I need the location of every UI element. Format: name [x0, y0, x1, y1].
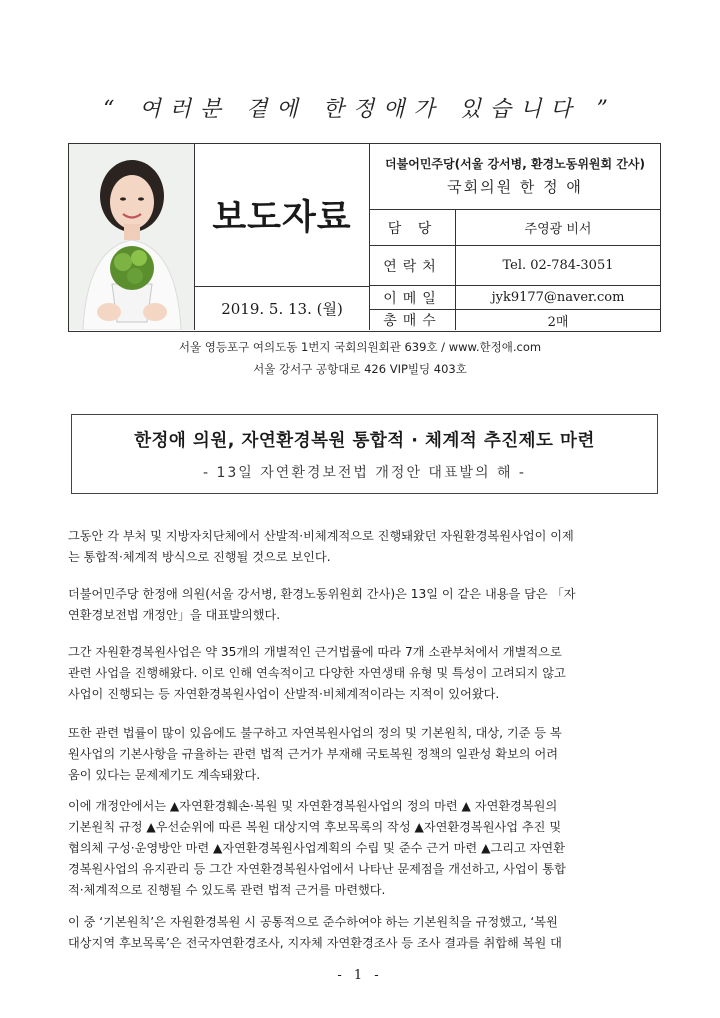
contact-row-phone — [370, 246, 660, 286]
slogan: “ 여러분 곁에 한정애가 있습니다 ” — [103, 97, 617, 122]
member-photo-illustration — [69, 144, 195, 330]
member-photo — [69, 144, 195, 330]
contact-label: 담 당 — [370, 210, 456, 245]
member-name: 국회의원 한 정 애 — [447, 178, 583, 196]
contact-row-email — [370, 286, 660, 310]
body-paragraph: 이 중 ‘기본원칙’은 자원환경복원 시 공통적으로 준수하여야 하는 기본원칙을 규정했고, ‘복원 대상지역 후보목록’은 전국자연환경조사, 지자체 자연환경조사 등 조사 결과를 취합해 복원 대 — [68, 915, 562, 950]
contact-value: 2매 — [547, 314, 569, 330]
contact-value: 주영광 비서 — [524, 222, 592, 237]
address-line-2: 서울 강서구 공항대로 426 VIP빌딩 403호 — [253, 362, 467, 376]
address-line-1: 서울 영등포구 여의도동 1번지 국회의원회관 639호 / www.한정애.com — [178, 340, 542, 354]
body-paragraph: 그동안 각 부처 및 지방자치단체에서 산발적·비체계적으로 진행돼왔던 자원환경복원사업이 이제 는 통합적·체계적 방식으로 진행될 것으로 보인다. — [68, 529, 574, 564]
document-type-title: 보도자료 — [212, 198, 352, 238]
member-info — [370, 144, 660, 210]
document-type-cell — [195, 144, 370, 286]
headline-title: 한정애 의원, 자연환경복원 통합적 · 체계적 추진제도 마련 — [134, 431, 595, 451]
contact-row-pages — [370, 310, 660, 330]
headline-subtitle: - 13일 자연환경보전법 개정안 대표발의 해 - — [202, 465, 526, 481]
body-paragraph: 또한 관련 법률이 많이 있음에도 불구하고 자연복원사업의 정의 및 기본원칙, 대상, 기준 등 복 원사업의 기본사항을 규율하는 관련 법적 근거가 부재해 국토복원 정책의 일관성 확보의 어려 움이 있다는 문제제기도 계속돼왔다. — [68, 726, 562, 782]
contact-label: 연락처 — [370, 246, 456, 285]
page-number: - 1 - — [337, 968, 383, 983]
body-paragraph: 이에 개정안에서는 ▲자연환경훼손·복원 및 자연환경복원사업의 정의 마련 ▲ 자연환경복원의 기본원칙 규정 ▲우선순위에 따른 복원 대상지역 후보목록의 작성 ▲자연환경복원사업 추진 및 협의체 구성·운영방안 마련 ▲자연환경복원사업계획의 수립 및 준수 근거 마련 ▲그리고 자연환 경복원사업의 유지관리 등 그간 자연환경복원사업에서 나타난 문제점을 개선하고, 사업이 통합 적·체계적으로 진행될 수 있도록 관련 법적 근거를 마련했다. — [68, 799, 566, 897]
contact-label: 총매수 — [370, 310, 456, 330]
release-date: 2019. 5. 13. (월) — [195, 286, 370, 330]
contact-row-manager — [370, 210, 660, 246]
body-paragraph: 그간 자원환경복원사업은 약 35개의 개별적인 근거법률에 따라 7개 소관부처에서 개별적으로 관련 사업을 진행해왔다. 이로 인해 연속적이고 다양한 자연생태 유형 및 특성이 고려되지 않고 사업이 진행되는 등 자연환경복원사업이 산발적·비체계적이라는 지적이 있어왔다. — [68, 645, 566, 701]
headline-box — [71, 414, 658, 494]
contact-label: 이메일 — [370, 286, 456, 309]
contact-value: jyk9177@naver.com — [491, 290, 625, 305]
body-paragraph: 더불어민주당 한정애 의원(서울 강서병, 환경노동위원회 간사)은 13일 이 같은 내용을 담은 「자 연환경보전법 개정안」을 대표발의했다. — [68, 587, 576, 622]
contact-value: Tel. 02-784-3051 — [502, 258, 614, 273]
press-release-header — [68, 143, 661, 332]
party-affiliation: 더불어민주당(서울 강서병, 환경노동위원회 간사) — [385, 157, 645, 171]
